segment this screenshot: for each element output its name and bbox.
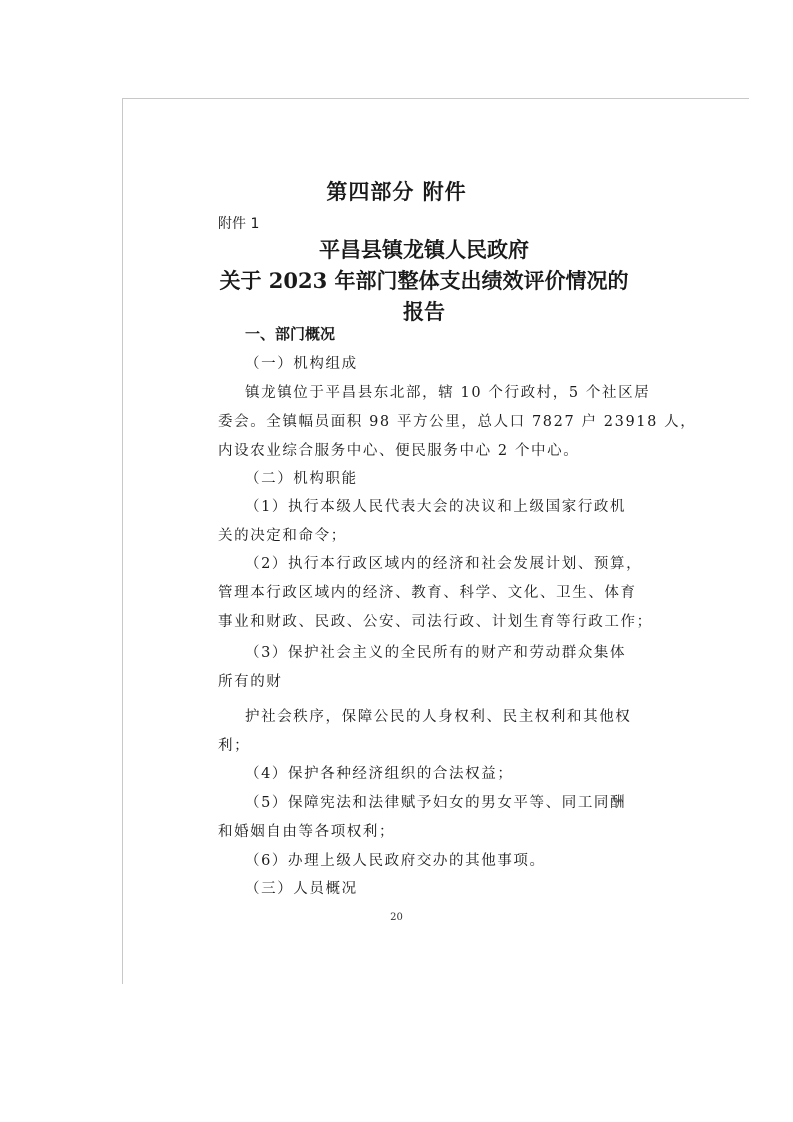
report-title-line-1: 平昌县镇龙镇人民政府 [319,237,529,262]
subheading-personnel: （三）人员概况 [245,881,358,897]
duty-item-2-cont: 事业和财政、民政、公安、司法行政、计划生育等行政工作； [218,614,653,630]
paragraph-line: 镇龙镇位于平昌县东北部，辖 10 个行政村，5 个社区居 [245,385,651,401]
subheading-organization: （一）机构组成 [245,356,358,372]
duty-item-6: （6）办理上级人民政府交办的其他事项。 [245,853,546,869]
annex-label: 附件 1 [218,216,260,232]
duty-item-3-cont: 利； [218,738,251,754]
page-border-left [122,98,123,984]
duty-item-4: （4）保护各种经济组织的合法权益； [245,766,514,782]
subheading-functions: （二）机构职能 [245,471,358,487]
page-border-top [122,98,749,99]
page-number: 20 [390,912,403,923]
duty-item-5: （5）保障宪法和法律赋予妇女的男女平等、同工同酬 [245,795,627,811]
duty-item-2-cont: 管理本行政区域内的经济、教育、科学、文化、卫生、体育 [218,585,637,601]
part-title: 第四部分 附件 [326,180,467,204]
report-title-line-3: 报告 [403,299,445,324]
duty-item-2: （2）执行本行政区域内的经济和社会发展计划、预算， [245,556,643,572]
paragraph-line: 内设农业综合服务中心、便民服务中心 2 个中心。 [218,443,580,459]
section-heading-overview: 一、部门概况 [245,325,336,343]
duty-item-3-cont: 护社会秩序，保障公民的人身权利、民主权利和其他权 [245,709,632,725]
duty-item-1: （1）执行本级人民代表大会的决议和上级国家行政机 [245,499,627,515]
report-title [218,234,630,327]
paragraph-line: 委会。全镇幅员面积 98 平方公里，总人口 7827 户 23918 人， [218,414,697,430]
duty-item-3-cont: 所有的财 [218,674,283,690]
duty-item-5-cont: 和婚姻自由等各项权利； [218,824,396,840]
duty-item-3: （3）保护社会主义的全民所有的财产和劳动群众集体 [245,645,627,661]
report-title-line-2: 关于 2023 年部门整体支出绩效评价情况的 [219,268,629,293]
duty-item-1-cont: 关的决定和命令； [218,528,347,544]
